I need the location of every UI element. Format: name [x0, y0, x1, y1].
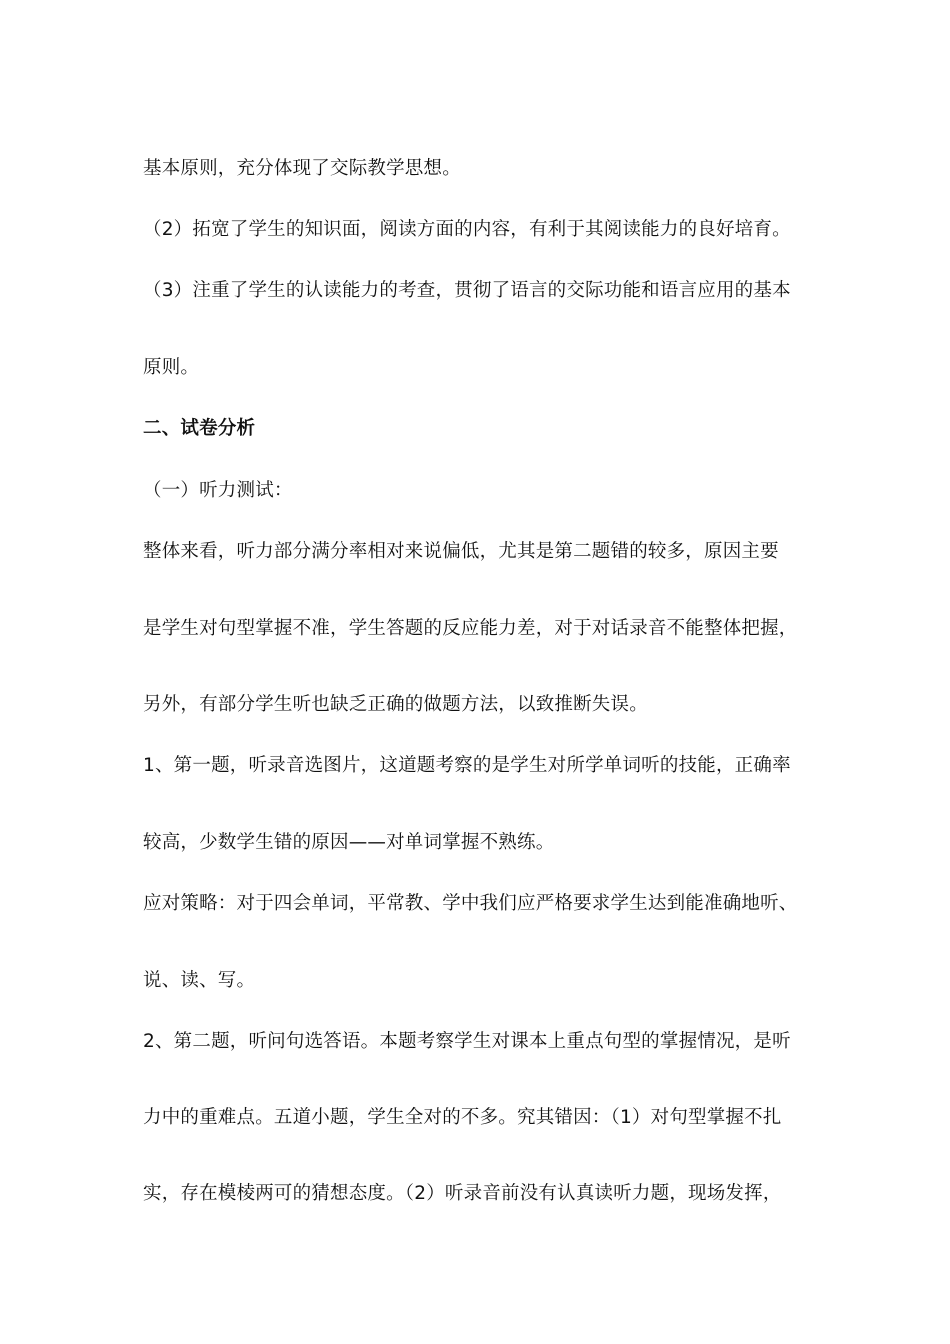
subsection-heading: （一）听力测试：	[143, 479, 293, 501]
text-line: 说、读、写。	[143, 969, 256, 991]
text-line: 1、第一题，听录音选图片，这道题考察的是学生对所学单词听的技能，正确率	[143, 754, 791, 776]
text-line: 是学生对句型掌握不准，学生答题的反应能力差，对于对话录音不能整体把握，	[143, 617, 798, 639]
text-line: 实，存在模棱两可的猜想态度。（2）听录音前没有认真读听力题，现场发挥，	[143, 1182, 782, 1204]
text-line: 应对策略：对于四会单词，平常教、学中我们应严格要求学生达到能准确地听、	[143, 892, 798, 914]
text-line: （2）拓宽了学生的知识面，阅读方面的内容，有利于其阅读能力的良好培育。	[143, 218, 791, 240]
text-line: 较高，少数学生错的原因——对单词掌握不熟练。	[143, 831, 555, 853]
text-line: 2、第二题，听问句选答语。本题考察学生对课本上重点句型的掌握情况，是听	[143, 1030, 791, 1052]
text-line: 基本原则，充分体现了交际教学思想。	[143, 157, 461, 179]
text-line: 另外，有部分学生听也缺乏正确的做题方法，以致推断失误。	[143, 693, 648, 715]
text-line: 整体来看，听力部分满分率相对来说偏低，尤其是第二题错的较多，原因主要	[143, 540, 779, 562]
text-line: 力中的重难点。五道小题，学生全对的不多。究其错因：（1）对句型掌握不扎	[143, 1106, 782, 1128]
section-heading: 二、试卷分析	[143, 417, 256, 439]
text-line: 原则。	[143, 356, 200, 378]
text-line: （3）注重了学生的认读能力的考查，贯彻了语言的交际功能和语言应用的基本	[143, 279, 791, 301]
